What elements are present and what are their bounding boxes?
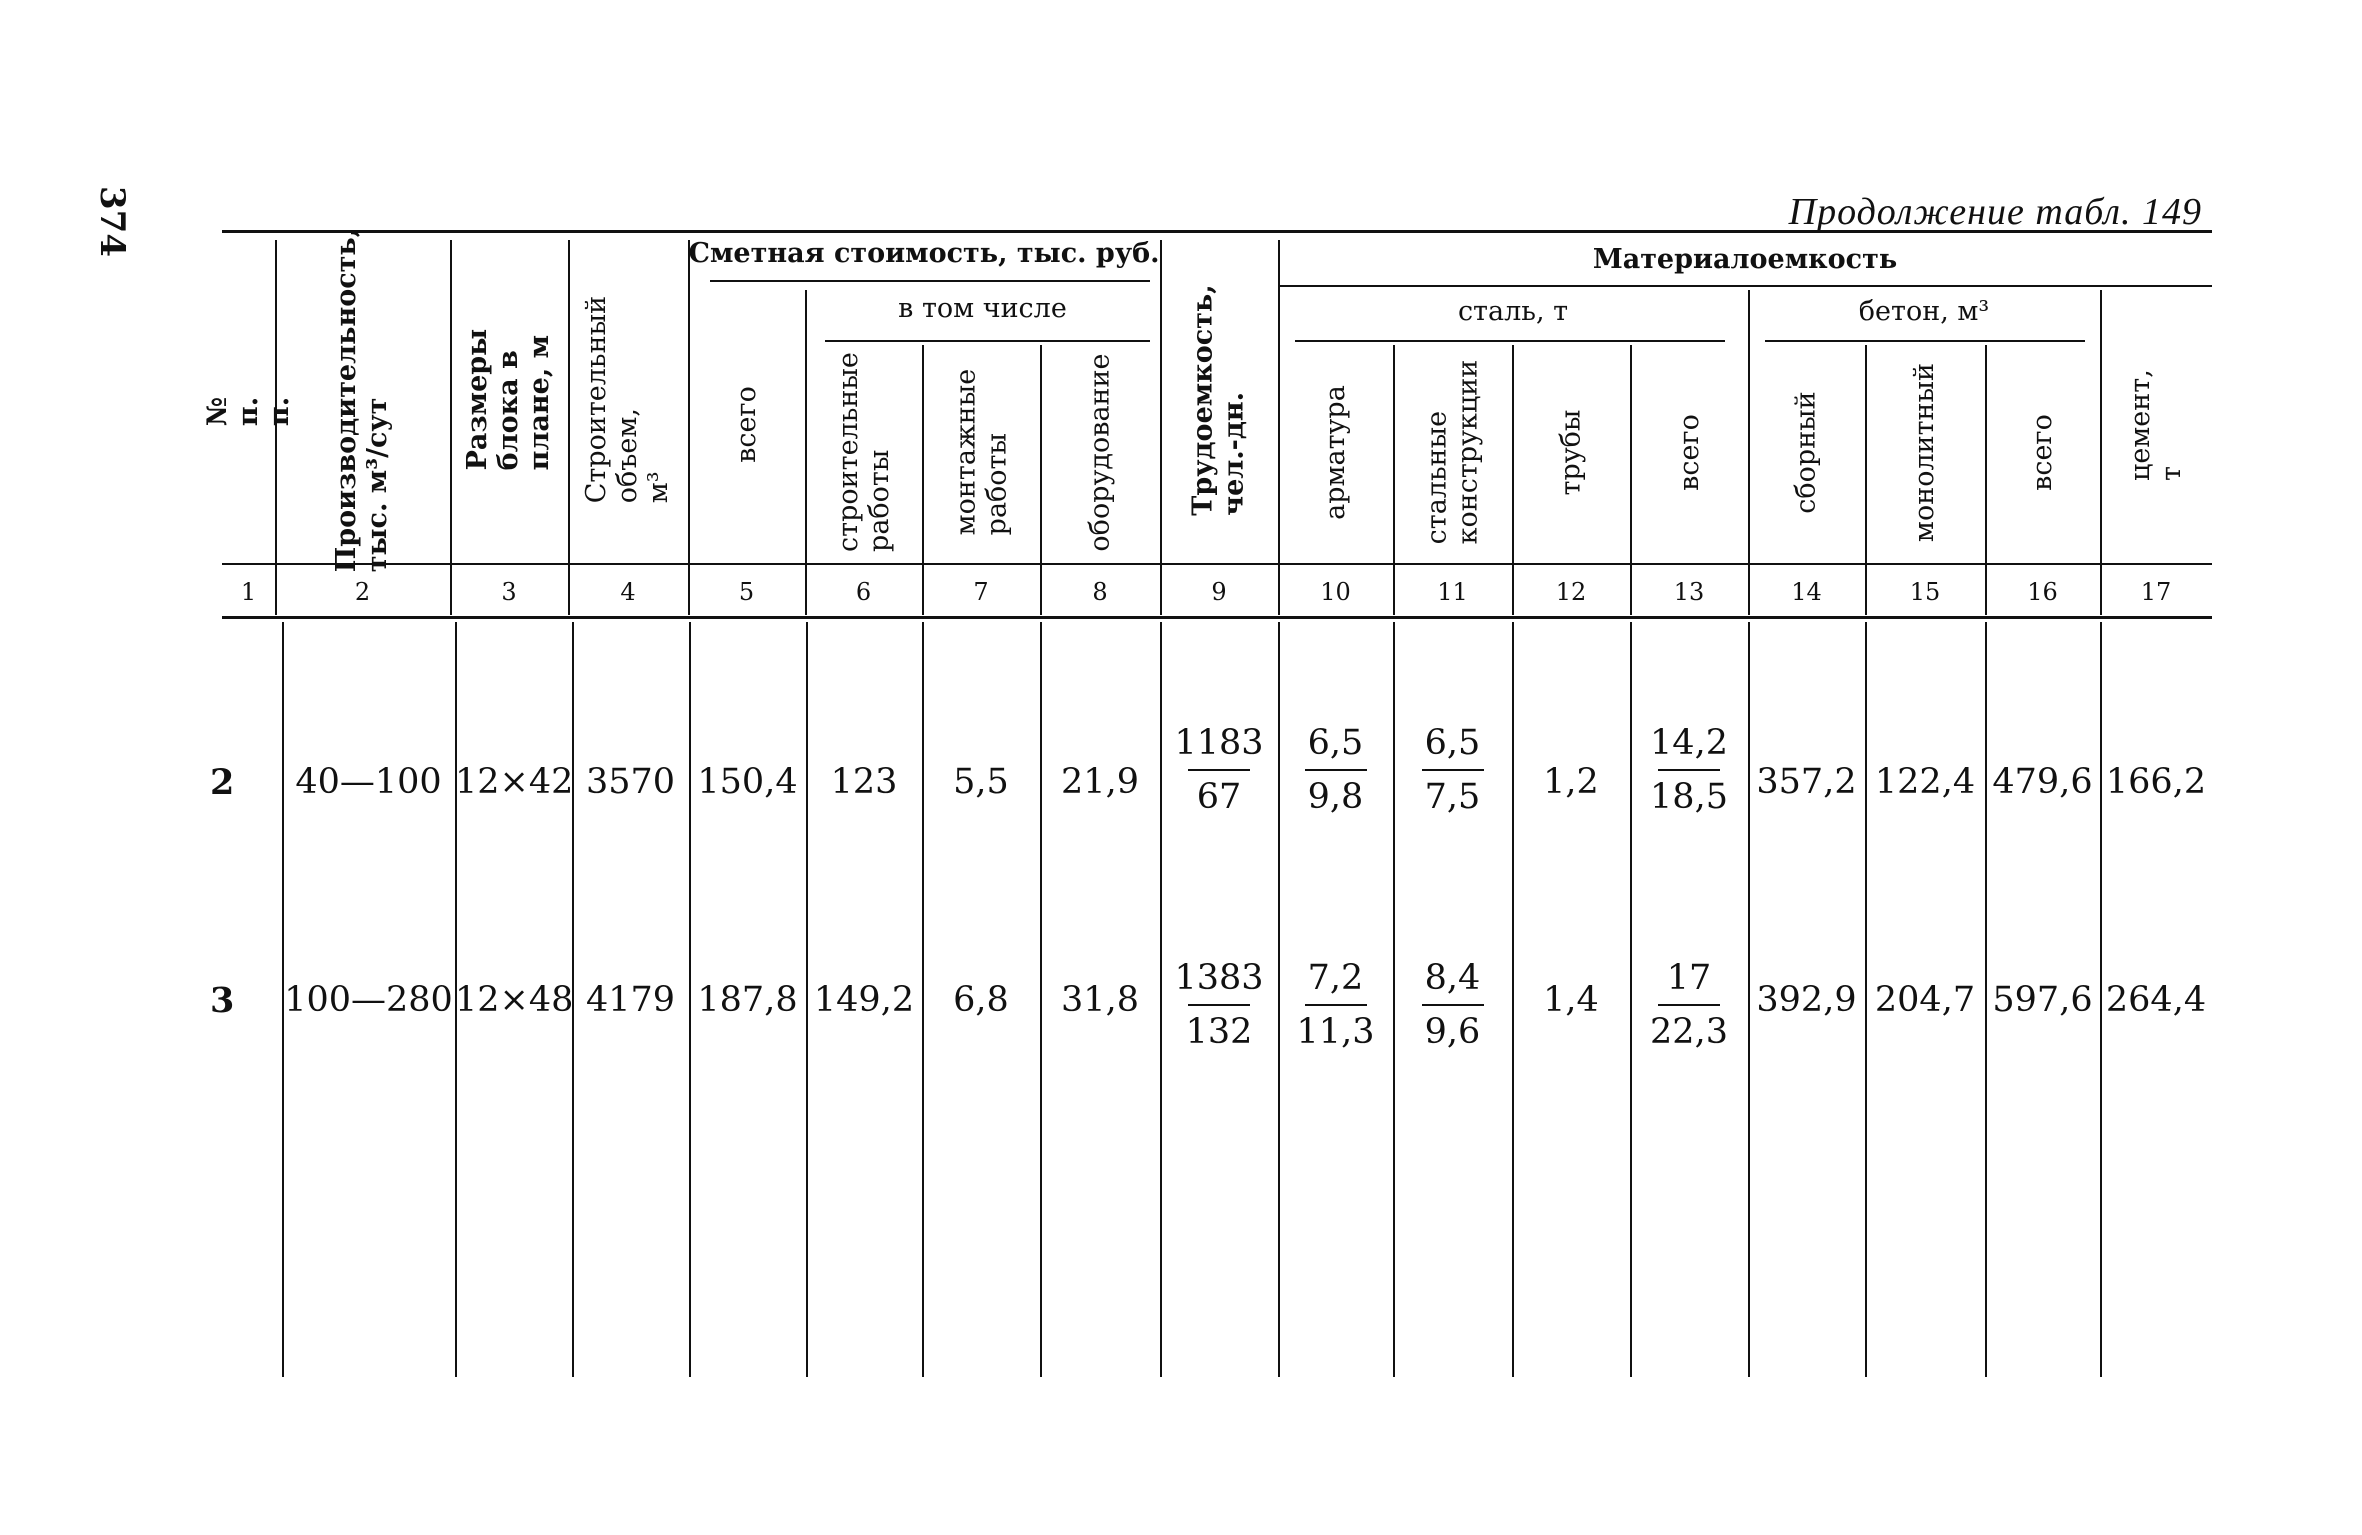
fraction-bottom: 18,5 <box>1650 777 1728 817</box>
cell-rebar-fraction <box>1278 723 1393 817</box>
header-cost-group: Сметная стоимость, тыс. руб. <box>688 238 1160 269</box>
header-col-3 <box>450 240 568 560</box>
header-col-4 <box>568 240 688 560</box>
header-col-16 <box>1985 345 2100 560</box>
cost-group-rule <box>710 280 1150 282</box>
header-col-10 <box>1278 345 1393 560</box>
fraction-bottom: 11,3 <box>1296 1012 1375 1052</box>
header-installation-works: монтажные работы <box>949 369 1012 536</box>
fraction-top: 6,5 <box>1307 723 1364 763</box>
fraction-top: 8,4 <box>1424 958 1481 998</box>
fraction-top: 1183 <box>1174 723 1264 763</box>
cell-labor-fraction <box>1160 723 1278 817</box>
fraction-top: 17 <box>1666 958 1712 998</box>
cell-volume: 4179 <box>585 980 676 1020</box>
header-steel-group: сталь, т <box>1457 296 1569 327</box>
cell-cement: 264,4 <box>2105 980 2207 1020</box>
header-col-15 <box>1865 345 1985 560</box>
fraction-bar <box>1305 769 1367 771</box>
cell-construction-works: 149,2 <box>813 980 915 1020</box>
cell-precast: 357,2 <box>1756 762 1857 802</box>
cell-installation-works: 5,5 <box>953 762 1009 802</box>
header-col-12 <box>1512 345 1630 560</box>
column-number: 6 <box>855 578 872 606</box>
header-col-13 <box>1630 345 1748 560</box>
cell-monolithic: 204,7 <box>1874 980 1976 1020</box>
fraction-top: 6,5 <box>1424 723 1481 763</box>
cell-cement: 166,2 <box>2105 762 2207 802</box>
cell-row-number: 3 <box>210 980 235 1021</box>
cell-block-size: 12×48 <box>455 980 574 1020</box>
column-number: 3 <box>501 578 517 606</box>
header-block-size: Размеры блока в плане, м <box>462 329 556 471</box>
column-number: 16 <box>2027 578 2058 606</box>
header-rebar: арматура <box>1319 385 1351 520</box>
table-caption: Продолжение табл. 149 <box>1788 191 2202 233</box>
fraction-bottom: 132 <box>1185 1012 1253 1052</box>
materials-group-rule <box>1280 285 2212 287</box>
column-number: 2 <box>354 578 371 606</box>
header-number: № п. п. <box>201 397 296 427</box>
header-col-7 <box>922 345 1040 560</box>
header-labor: Трудоемкость, чел.-дн. <box>1187 284 1251 516</box>
fraction-bottom: 9,6 <box>1424 1012 1481 1052</box>
column-number: 17 <box>2140 578 2172 606</box>
fraction-bar <box>1658 1004 1720 1006</box>
cell-row-number: 2 <box>210 762 235 803</box>
header-col-6 <box>805 345 922 560</box>
column-number: 13 <box>1673 578 1705 606</box>
column-number: 14 <box>1791 578 1822 606</box>
cell-installation-works: 6,8 <box>953 980 1009 1020</box>
header-construction-works: строительные работы <box>832 352 895 553</box>
fraction-bar <box>1305 1004 1367 1006</box>
steel-rule <box>1295 340 1725 342</box>
header-col-11 <box>1393 345 1512 560</box>
fraction-bottom: 7,5 <box>1424 777 1481 817</box>
cell-cost-total: 187,8 <box>697 980 798 1020</box>
cell-construction-works: 123 <box>830 762 898 802</box>
header-including: в том числе <box>898 293 1067 324</box>
header-concrete-total: всего <box>2026 414 2058 491</box>
cell-concrete-total: 479,6 <box>1992 762 2093 802</box>
header-col-5 <box>688 290 805 560</box>
cell-precast: 392,9 <box>1756 980 1857 1020</box>
header-bottom-rule <box>222 563 2212 565</box>
fraction-bar <box>1422 1004 1484 1006</box>
column-number: 12 <box>1555 578 1587 606</box>
header-pipes: трубы <box>1555 409 1587 496</box>
including-rule <box>825 340 1150 342</box>
fraction-bottom: 67 <box>1196 777 1242 817</box>
header-precast: сборный <box>1790 391 1822 514</box>
header-monolithic: монолитный <box>1909 362 1941 543</box>
cell-cost-total: 150,4 <box>697 762 798 802</box>
cell-steel-total-fraction <box>1630 958 1748 1052</box>
column-number: 15 <box>1909 578 1941 606</box>
header-cost-total: всего <box>730 386 762 464</box>
column-number: 8 <box>1092 578 1108 606</box>
cell-block-size: 12×42 <box>455 762 574 802</box>
header-cement: цемент, т <box>2124 369 2187 481</box>
header-productivity: Производительность, тыс. м³/сут <box>331 227 394 573</box>
column-number: 1 <box>240 578 257 606</box>
cell-pipes: 1,2 <box>1543 762 1599 802</box>
column-number: 10 <box>1320 578 1351 606</box>
header-col-14 <box>1748 345 1865 560</box>
fraction-bottom: 22,3 <box>1650 1012 1728 1052</box>
cell-equipment: 21,9 <box>1061 762 1139 802</box>
cell-productivity: 40—100 <box>295 762 442 802</box>
header-volume: Строительный объем, м³ <box>581 296 675 504</box>
header-concrete-group: бетон, м³ <box>1858 296 1990 327</box>
cell-rebar-fraction <box>1278 958 1393 1052</box>
header-materials-group: Материалоемкость <box>1592 244 1898 275</box>
header-col-8 <box>1040 345 1160 560</box>
header-steel-total: всего <box>1673 414 1705 491</box>
header-col-2 <box>275 227 450 573</box>
fraction-bar <box>1188 769 1250 771</box>
cell-pipes: 1,4 <box>1543 980 1599 1020</box>
cell-concrete-total: 597,6 <box>1992 980 2093 1020</box>
cell-volume: 3570 <box>585 762 676 802</box>
header-col-9 <box>1160 240 1278 560</box>
column-number: 7 <box>973 578 989 606</box>
cell-monolithic: 122,4 <box>1874 762 1976 802</box>
cell-equipment: 31,8 <box>1061 980 1139 1020</box>
fraction-top: 14,2 <box>1650 723 1728 763</box>
header-col-1 <box>201 240 296 560</box>
fraction-top: 7,2 <box>1307 958 1364 998</box>
table-top-rule <box>222 230 2212 233</box>
page-number: 374 <box>92 186 132 257</box>
cell-steel-total-fraction <box>1630 723 1748 817</box>
fraction-bar <box>1422 769 1484 771</box>
cell-steel-structures-fraction <box>1393 958 1512 1052</box>
cell-steel-structures-fraction <box>1393 723 1512 817</box>
column-number: 9 <box>1211 578 1227 606</box>
concrete-rule <box>1765 340 2085 342</box>
cell-labor-fraction <box>1160 958 1278 1052</box>
column-number-rule <box>222 616 2212 619</box>
column-number: 4 <box>620 578 636 606</box>
header-col-17 <box>2100 290 2212 560</box>
fraction-bottom: 9,8 <box>1307 777 1364 817</box>
fraction-top: 1383 <box>1174 958 1264 998</box>
header-steel-structures: стальные конструкции <box>1421 360 1484 545</box>
fraction-bar <box>1658 769 1720 771</box>
cell-productivity: 100—280 <box>284 980 453 1020</box>
fraction-bar <box>1188 1004 1250 1006</box>
column-number: 5 <box>738 578 755 606</box>
header-equipment: оборудование <box>1084 353 1116 552</box>
column-number: 11 <box>1437 578 1468 606</box>
